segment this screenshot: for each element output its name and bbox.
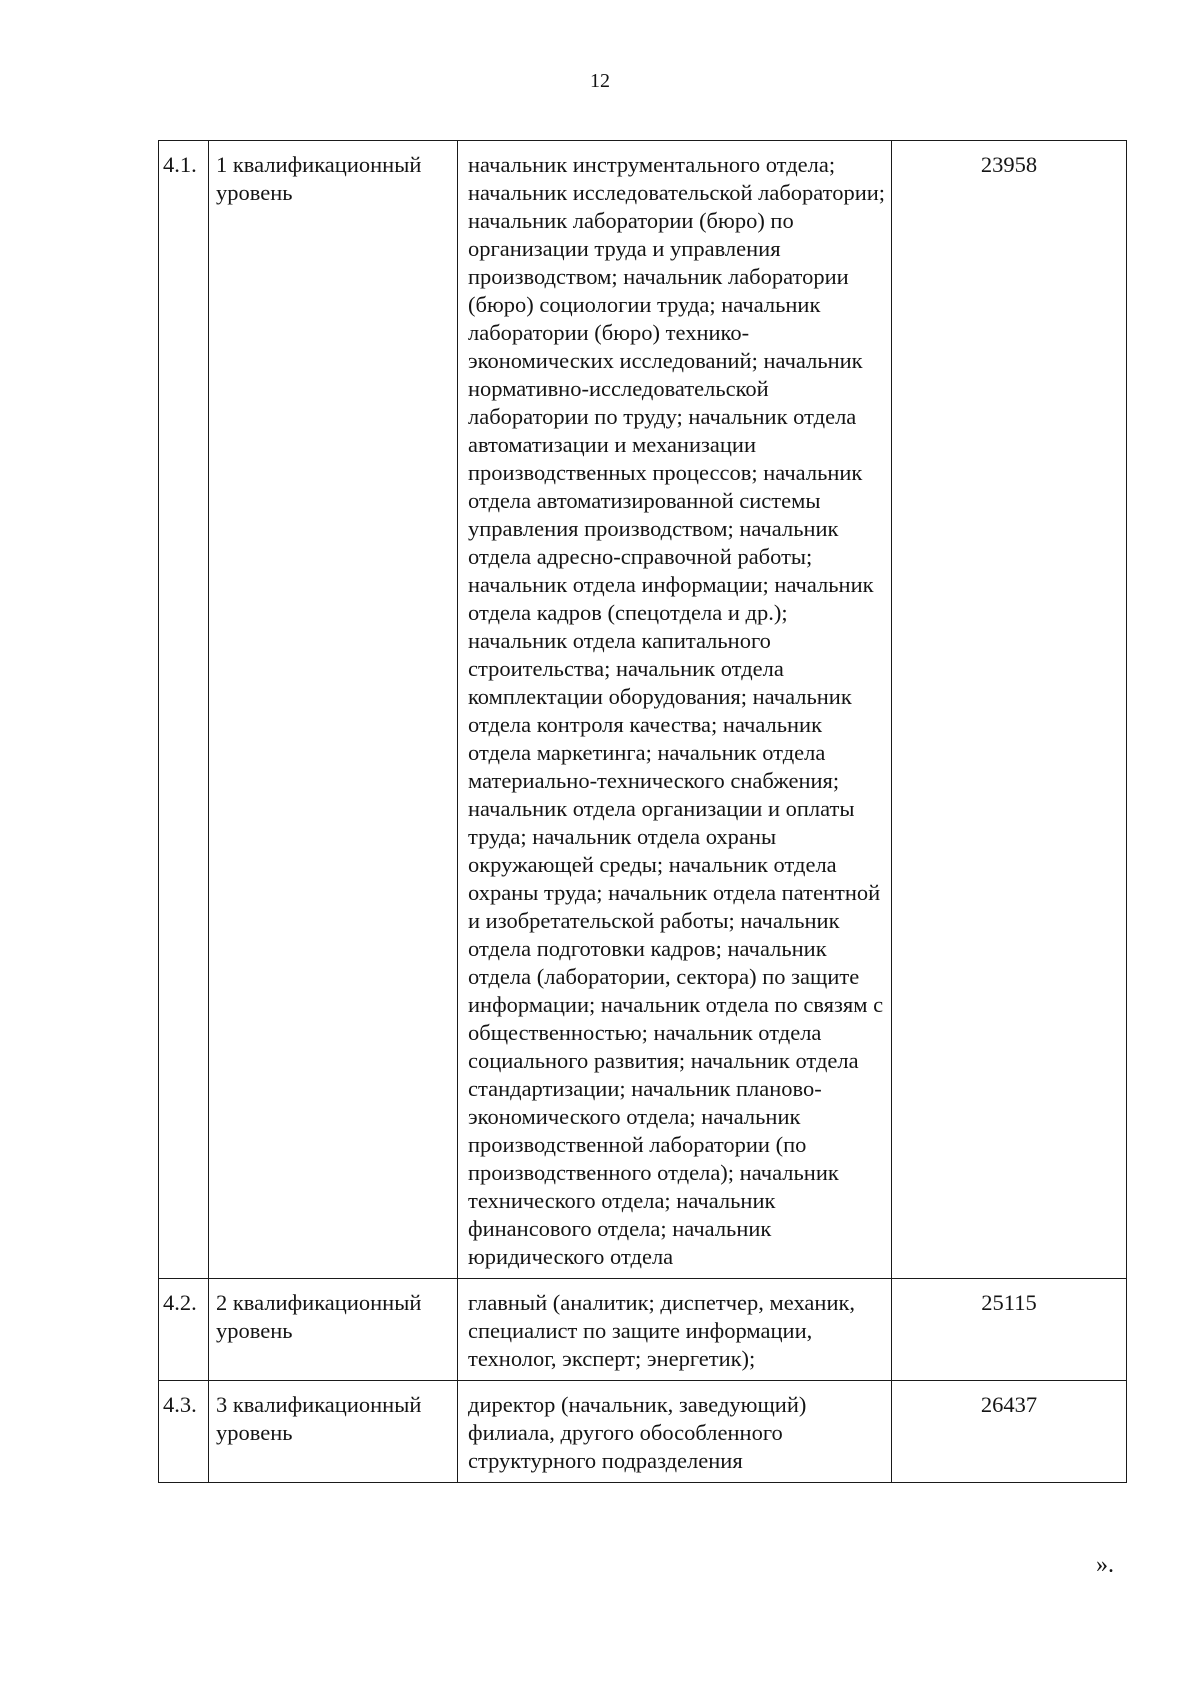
row-number: 4.3. [159, 1381, 209, 1483]
qualification-level: 2 квалификационный уровень [209, 1279, 458, 1381]
table-row [159, 1381, 1127, 1483]
positions-list: директор (начальник, заведующий) филиала, другого обособленного структурного подразделения [458, 1381, 892, 1483]
page-number: 12 [590, 70, 610, 92]
table-row [159, 1279, 1127, 1381]
salary-value: 23958 [892, 141, 1127, 1279]
salary-value: 26437 [892, 1381, 1127, 1483]
closing-quote-mark: ». [1096, 1552, 1114, 1578]
qualification-table [158, 140, 1127, 1483]
row-number: 4.2. [159, 1279, 209, 1381]
table-row [159, 141, 1127, 1279]
row-number: 4.1. [159, 141, 209, 1279]
qualification-level: 3 квалификационный уровень [209, 1381, 458, 1483]
salary-value: 25115 [892, 1279, 1127, 1381]
positions-list: начальник инструментального отдела; начальник исследовательской лаборатории; начальник лаборатории (бюро) по организации труда и управления производством; начальник лаборатории (бюро) социологии труда; начальник лаборатории (бюро) технико-экономических исследований; начальник нормативно-исследовательской лаборатории по труду; начальник отдела автоматизации и механизации производственных процессов; начальник отдела автоматизированной системы управления производством; начальник отдела адресно-справочной работы; начальник отдела информации; начальник отдела кадров (спецотдела и др.); начальник отдела капитального строительства; начальник отдела комплектации оборудования; начальник отдела контроля качества; начальник отдела маркетинга; начальник отдела материально-технического снабжения; начальник отдела организации и оплаты труда; начальник отдела охраны окружающей среды; начальник отдела охраны труда; начальник отдела патентной и изобретательской работы; начальник отдела подготовки кадров; начальник отдела (лаборатории, сектора) по защите информации; начальник отдела по связям с общественностью; начальник отдела социального развития; начальник отдела стандартизации; начальник планово-экономического отдела; начальник производственной лаборатории (по производственного отдела); начальник технического отдела; начальник финансового отдела; начальник юридического отдела [458, 141, 892, 1279]
positions-list: главный (аналитик; диспетчер, механик, специалист по защите информации, технолог, эксперт; энергетик); [458, 1279, 892, 1381]
qualification-level: 1 квалификационный уровень [209, 141, 458, 1279]
